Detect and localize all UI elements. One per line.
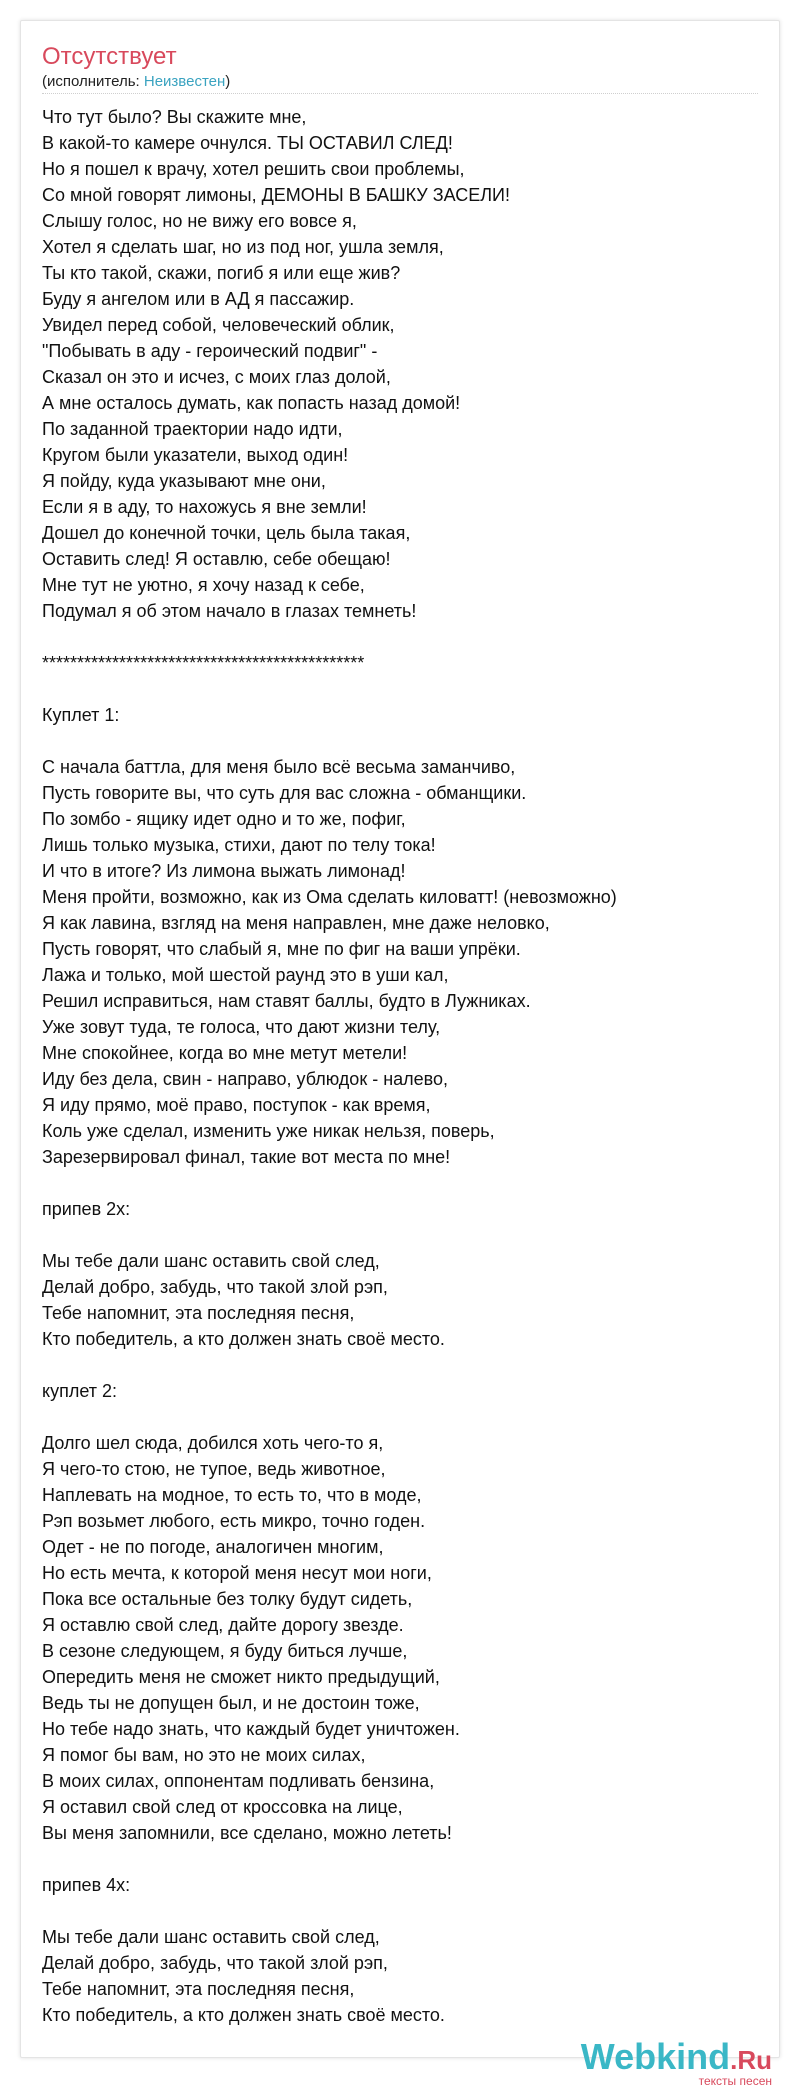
lyrics-blank-line [42,1222,762,1248]
lyrics-blank-line [42,1404,762,1430]
lyrics-line: Коль уже сделал, изменить уже никак нельзя, поверь, [42,1121,495,1141]
lyrics-line: Слышу голос, но не вижу его вовсе я, [42,211,357,231]
lyrics-line: Меня пройти, возможно, как из Ома сделать киловатт! (невозможно) [42,887,617,907]
lyrics-line: Хотел я сделать шаг, но из под ног, ушла земля, [42,237,444,257]
lyrics-line: Мы тебе дали шанс оставить свой след, [42,1927,380,1947]
lyrics-line: Пусть говорят, что слабый я, мне по фиг на ваши упрёки. [42,939,521,959]
logo-tld: .Ru [730,2045,772,2075]
lyrics-line: Я оставил свой след от кроссовка на лице, [42,1797,403,1817]
lyrics-line: Пусть говорите вы, что суть для вас сложна - обманщики. [42,783,527,803]
lyrics-line: Делай добро, забудь, что такой злой рэп, [42,1953,388,1973]
lyrics-line: Я как лавина, взгляд на меня направлен, мне даже неловко, [42,913,550,933]
lyrics-line: Мне спокойнее, когда во мне метут метели! [42,1043,408,1063]
lyrics-line: В моих силах, оппонентам подливать бензина, [42,1771,435,1791]
lyrics-line: Но есть мечта, к которой меня несут мои ноги, [42,1563,432,1583]
lyrics-line: С начала баттла, для меня было всё весьма заманчиво, [42,757,516,777]
lyrics-line: Долго шел сюда, добился хоть чего-то я, [42,1433,384,1453]
lyrics-line: Лажа и только, мой шестой раунд это в уши кал, [42,965,449,985]
artist-suffix: ) [225,73,231,90]
lyrics-blank-line [42,1352,762,1378]
lyrics-line: Ты кто такой, скажи, погиб я или еще жив? [42,263,401,283]
lyrics-line: Но тебе надо знать, что каждый будет уничтожен. [42,1719,460,1739]
lyrics-line: Куплет 1: [42,705,120,725]
lyrics-line: Но я пошел к врачу, хотел решить свои проблемы, [42,159,465,179]
lyrics-line: куплет 2: [42,1381,117,1401]
lyrics-line: Оставить след! Я оставлю, себе обещаю! [42,549,391,569]
lyrics-line: Кто победитель, а кто должен знать своё место. [42,2005,445,2025]
lyrics-line: Если я в аду, то нахожусь я вне земли! [42,497,367,517]
lyrics-line: ********************************************** [42,653,365,673]
lyrics-blank-line [42,728,762,754]
lyrics-line: Дошел до конечной точки, цель была такая, [42,523,411,543]
logo-brand: Webkind [580,2036,731,2077]
lyrics-blank-line [42,624,762,650]
lyrics-line: Делай добро, забудь, что такой злой рэп, [42,1277,388,1297]
lyrics-line: Тебе напомнит, эта последняя песня, [42,1303,355,1323]
lyrics-line: Я чего-то стою, не тупое, ведь животное, [42,1459,386,1479]
lyrics-line: По зомбо - ящику идет одно и то же, пофиг, [42,809,406,829]
lyrics-line: Одет - не по погоде, аналогичен многим, [42,1537,384,1557]
lyrics-line: А мне осталось думать, как попасть назад домой! [42,393,461,413]
lyrics-line: Буду я ангелом или в АД я пассажир. [42,289,355,309]
lyrics-blank-line [42,1170,762,1196]
lyrics-line: Уже зовут туда, те голоса, что дают жизни телу, [42,1017,441,1037]
lyrics-line: Подумал я об этом начало в глазах темнеть! [42,601,417,621]
lyrics-line: припев 4х: [42,1875,131,1895]
lyrics-line: Мы тебе дали шанс оставить свой след, [42,1251,380,1271]
lyrics-line: Рэп возьмет любого, есть микро, точно годен. [42,1511,426,1531]
lyrics-line: "Побывать в аду - героический подвиг" - [42,341,378,361]
lyrics-line: Кругом были указатели, выход один! [42,445,349,465]
lyrics-blank-line [42,676,762,702]
lyrics-line: Тебе напомнит, эта последняя песня, [42,1979,355,1999]
lyrics-line: Лишь только музыка, стихи, дают по телу тока! [42,835,436,855]
lyrics-line: Я пойду, куда указывают мне они, [42,471,326,491]
lyrics-blank-line [42,1898,762,1924]
lyrics-line: Ведь ты не допущен был, и не достоин тоже, [42,1693,420,1713]
logo-tagline: тексты песен [698,2074,772,2088]
lyrics-line: Что тут было? Вы скажите мне, [42,107,307,127]
lyrics-line: Зарезервировал финал, такие вот места по мне! [42,1147,451,1167]
lyrics-line: припев 2х: [42,1199,131,1219]
lyrics-line: В какой-то камере очнулся. ТЫ ОСТАВИЛ СЛЕД! [42,133,453,153]
artist-link[interactable]: Неизвестен [143,73,226,90]
lyrics-line: Иду без дела, свин - направо, ублюдок - налево, [42,1069,449,1089]
artist-prefix: (исполнитель: [42,73,144,90]
lyrics-line: По заданной траектории надо идти, [42,419,343,439]
lyrics-line: Вы меня запомнили, все сделано, можно лететь! [42,1823,452,1843]
lyrics-blank-line [42,1846,762,1872]
lyrics-line: Мне тут не уютно, я хочу назад к себе, [42,575,365,595]
lyrics-line: Кто победитель, а кто должен знать своё место. [42,1329,445,1349]
lyrics-text [42,104,762,2028]
lyrics-line: Увидел перед собой, человеческий облик, [42,315,395,335]
lyrics-line: Опередить меня не сможет никто предыдущий, [42,1667,440,1687]
lyrics-line: Я иду прямо, моё право, поступок - как время, [42,1095,431,1115]
lyrics-line: Наплевать на модное, то есть то, что в моде, [42,1485,422,1505]
lyrics-line: Я помог бы вам, но это не моих силах, [42,1745,366,1765]
lyrics-line: Сказал он это и исчез, с моих глаз долой, [42,367,391,387]
song-subtitle [42,72,230,92]
lyrics-line: Я оставлю свой след, дайте дорогу звезде. [42,1615,404,1635]
title-divider [42,93,758,94]
lyrics-line: Решил исправиться, нам ставят баллы, будто в Лужниках. [42,991,531,1011]
lyrics-line: Пока все остальные без толку будут сидеть, [42,1589,413,1609]
lyrics-line: В сезоне следующем, я буду биться лучше, [42,1641,408,1661]
lyrics-line: Со мной говорят лимоны, ДЕМОНЫ В БАШКУ ЗАСЕЛИ! [42,185,510,205]
song-title: Отсутствует [42,43,177,70]
lyrics-line: И что в итоге? Из лимона выжать лимонад! [42,861,406,881]
